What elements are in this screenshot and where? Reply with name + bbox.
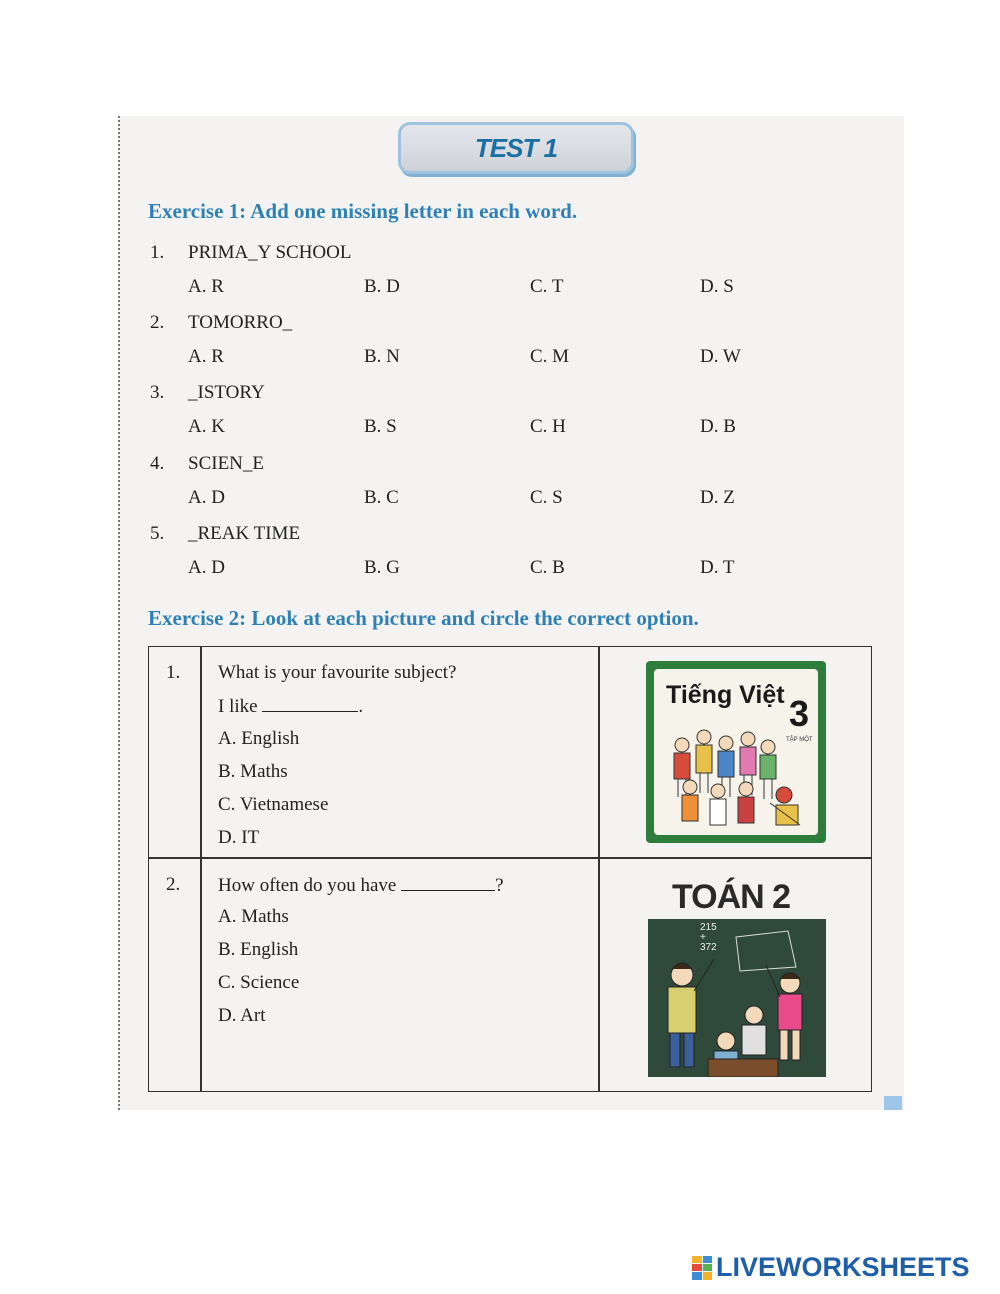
logo-icon	[692, 1256, 712, 1280]
question-word: _REAK TIME	[188, 523, 301, 544]
option-c[interactable]: C. S	[530, 487, 563, 508]
option-a[interactable]: A. D	[188, 487, 225, 508]
test-title: TEST 1	[474, 132, 558, 163]
question-number: 2.	[150, 312, 165, 333]
question-word: PRIMA_Y SCHOOL	[188, 242, 352, 263]
classroom-illustration	[648, 919, 826, 1077]
row-prompt	[218, 695, 363, 718]
children-illustration	[660, 725, 810, 837]
book-subtitle: TẬP MỘT	[786, 737, 813, 743]
question-word: TOMORRO_	[188, 312, 293, 333]
option-d[interactable]: D. IT	[218, 827, 260, 848]
option-a[interactable]: A. Maths	[218, 906, 289, 927]
exercise1-heading: Exercise 1: Add one missing letter in each word.	[148, 199, 578, 223]
option-d[interactable]: D. B	[700, 416, 736, 437]
answer-blank[interactable]	[262, 695, 358, 712]
option-b[interactable]: B. Maths	[218, 761, 288, 782]
option-d[interactable]: D. Z	[700, 487, 735, 508]
option-b[interactable]: B. S	[364, 416, 397, 437]
option-a[interactable]: A. English	[218, 728, 300, 749]
option-b[interactable]: B. C	[364, 487, 399, 508]
question-word: _ISTORY	[188, 382, 265, 403]
row-number: 1.	[166, 662, 181, 683]
test-title-badge	[398, 122, 634, 174]
option-d[interactable]: D. W	[700, 346, 741, 367]
toan-book-title: TOÁN 2	[672, 878, 791, 916]
question-number: 1.	[150, 242, 165, 263]
option-d[interactable]: D. Art	[218, 1005, 266, 1026]
table-divider	[200, 647, 202, 1091]
row-number: 2.	[166, 874, 181, 895]
option-b[interactable]: B. English	[218, 939, 299, 960]
option-c[interactable]: C. B	[530, 557, 565, 578]
row-question: What is your favourite subject?	[218, 662, 457, 683]
book-number: 3	[789, 693, 810, 734]
toan-book-cover	[648, 919, 826, 1077]
prompt-start: I like	[218, 696, 258, 717]
option-b[interactable]: B. N	[364, 346, 400, 367]
option-d[interactable]: D. S	[700, 276, 734, 297]
option-b[interactable]: B. D	[364, 276, 400, 297]
answer-blank[interactable]	[401, 874, 495, 891]
book-title: Tiếng Việt	[666, 681, 785, 709]
option-a[interactable]: A. R	[188, 276, 224, 297]
liveworksheets-logo	[692, 1252, 970, 1283]
question-start: How often do you have	[218, 875, 397, 896]
logo-text: LIVEWORKSHEETS	[716, 1252, 970, 1282]
option-c[interactable]: C. M	[530, 346, 570, 367]
board-numbers: 215 + 372	[700, 922, 717, 953]
question-number: 4.	[150, 453, 165, 474]
prompt-end: .	[358, 696, 364, 717]
option-a[interactable]: A. R	[188, 346, 224, 367]
table-divider	[149, 857, 871, 859]
option-b[interactable]: B. G	[364, 557, 400, 578]
question-word: SCIEN_E	[188, 453, 264, 474]
option-c[interactable]: C. T	[530, 276, 564, 297]
exercise2-heading: Exercise 2: Look at each picture and circle the correct option.	[148, 606, 699, 630]
option-a[interactable]: A. D	[188, 557, 225, 578]
option-c[interactable]: C. Science	[218, 972, 300, 993]
page-corner-mark	[884, 1096, 902, 1110]
option-c[interactable]: C. H	[530, 416, 566, 437]
row-question	[218, 874, 504, 897]
question-number: 3.	[150, 382, 165, 403]
tieng-viet-book-cover	[646, 661, 826, 843]
option-c[interactable]: C. Vietnamese	[218, 794, 329, 815]
option-a[interactable]: A. K	[188, 416, 225, 437]
question-number: 5.	[150, 523, 165, 544]
question-end: ?	[495, 875, 504, 896]
table-divider	[598, 647, 600, 1091]
option-d[interactable]: D. T	[700, 557, 735, 578]
